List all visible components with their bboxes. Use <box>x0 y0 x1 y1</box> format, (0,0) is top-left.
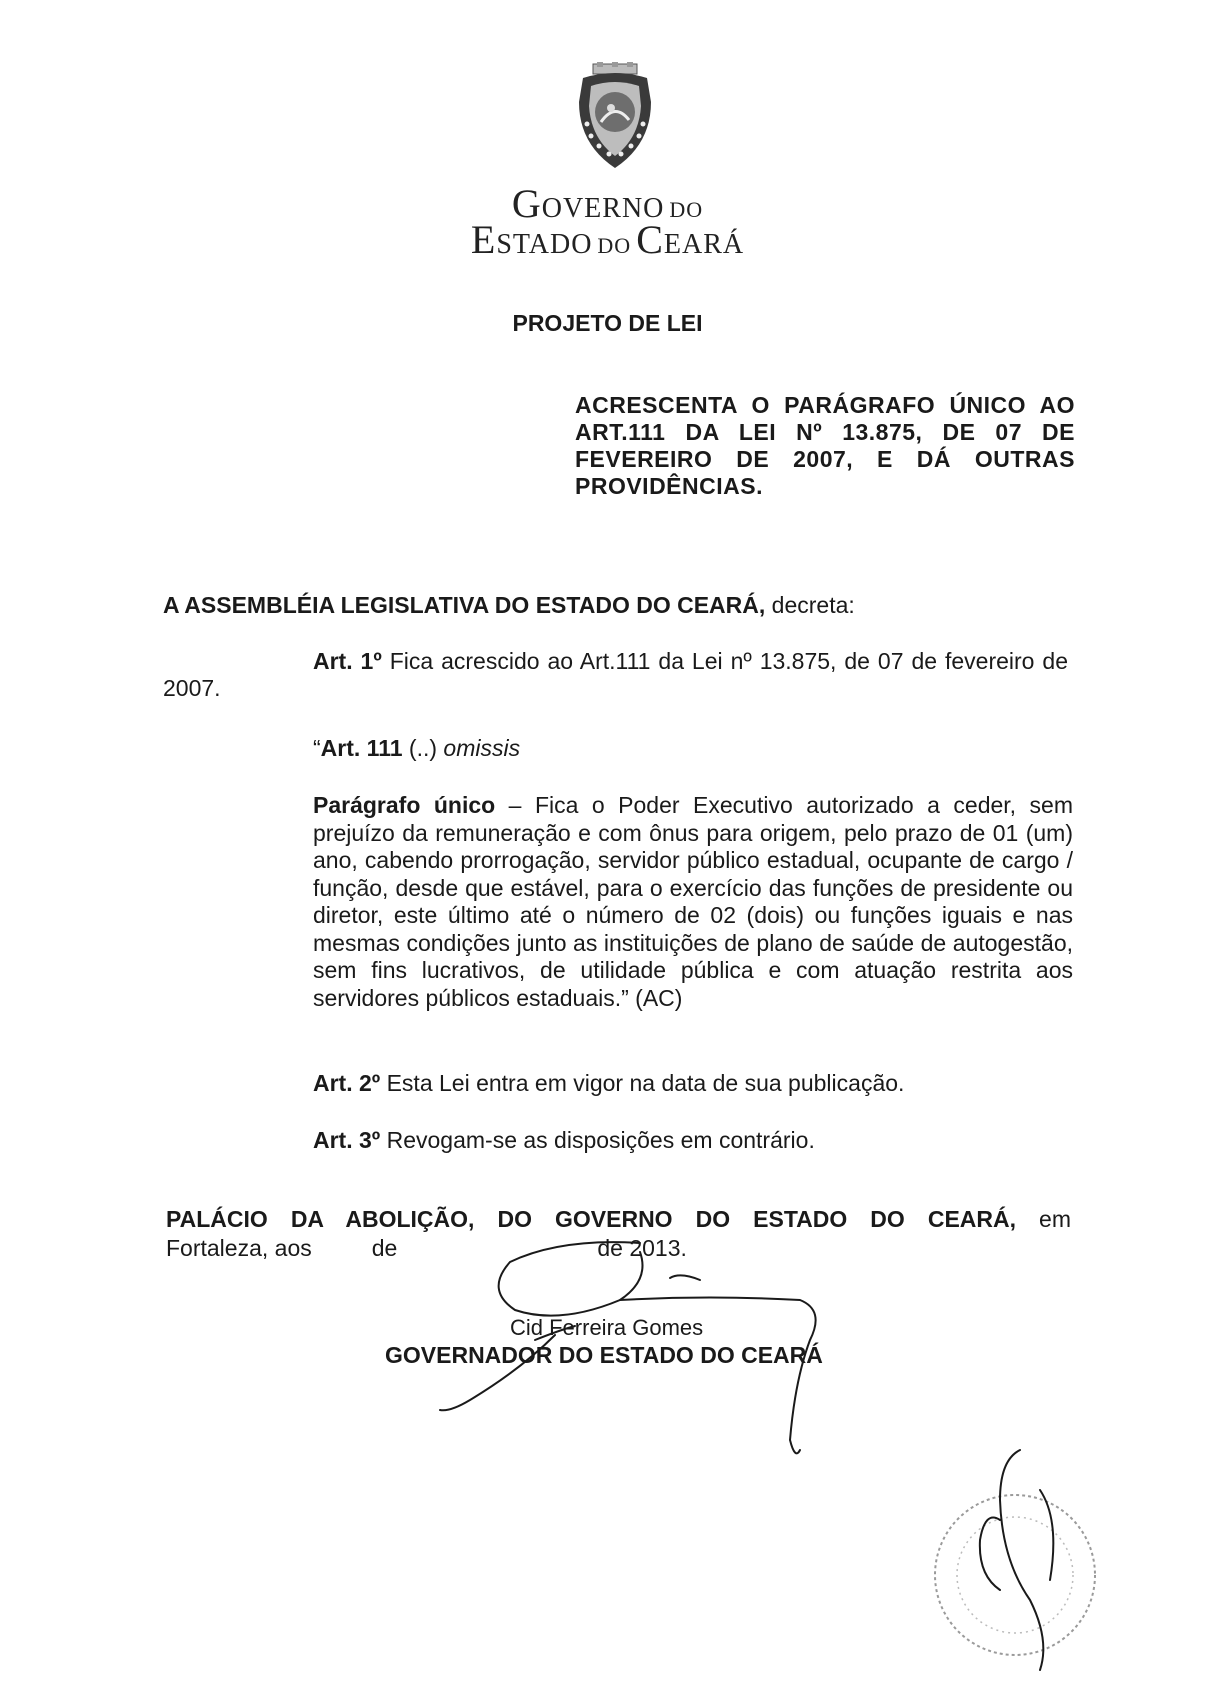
government-title-line2: ESTADO DO CEARÁ <box>470 217 745 262</box>
article-1-label: Art. 1º <box>313 648 382 674</box>
omissis-text: omissis <box>443 735 521 761</box>
sole-paragraph-text: – Fica o Poder Executivo autorizado a ceder, sem prejuízo da remuneração e com ônus para origem, pelo prazo de 01 (um) ano, cabendo prorrogação, servidor público estadual, ocupante de cargo / função, desde que estável, para o exercício das funções de presidente ou diretor, este último até o número de 02 (dois) ou funções iguais e nas mesmas condições junto as instituições de plano de saúde de autogestão, sem fins lucrativos, de utilidade pública e com atuação restrita aos servidores públicos estaduais.” (AC) <box>313 792 1073 1011</box>
article-111-label: Art. 111 <box>320 735 403 761</box>
article-2-text: Esta Lei entra em vigor na data de sua publicação. <box>380 1070 905 1096</box>
governor-signature-icon <box>440 1242 816 1453</box>
article-111-ellipsis: (..) <box>402 735 444 761</box>
bill-summary: ACRESCENTA O PARÁGRAFO ÚNICO AO ART.111 DA LEI Nº 13.875, DE 07 DE FEVEREIRO DE 2007, E DÁ OUTRAS PROVIDÊNCIAS. <box>575 392 1075 499</box>
article-3-label: Art. 3º <box>313 1127 381 1153</box>
government-title-line1: GOVERNO DO <box>511 181 704 226</box>
article-3-text: Revogam-se as disposições em contrário. <box>380 1127 815 1153</box>
signer-title: GOVERNADOR DO ESTADO DO CEARÁ <box>385 1342 823 1368</box>
enactment-rest: decreta: <box>765 592 855 618</box>
date-de-year: de 2013. <box>597 1235 687 1261</box>
date-de-1: de <box>371 1235 398 1261</box>
sole-paragraph-label: Parágrafo único <box>313 792 496 818</box>
assembly-seal-stamp-icon <box>935 1450 1095 1670</box>
article-2-label: Art. 2º <box>313 1070 381 1096</box>
open-quote: “ <box>313 735 321 761</box>
signer-name: Cid Ferreira Gomes <box>510 1315 704 1340</box>
article-1-text: Fica acrescido ao Art.111 da Lei nº 13.875, de 07 de fevereiro de 2007. <box>163 648 1068 701</box>
enactment-bold: A ASSEMBLÉIA LEGISLATIVA DO ESTADO DO CEARÁ, <box>163 592 766 618</box>
closing-bold: PALÁCIO DA ABOLIÇÃO, DO GOVERNO DO ESTADO DO CEARÁ, <box>166 1206 1017 1232</box>
document-type-heading: PROJETO DE LEI <box>512 310 703 336</box>
place-text: Fortaleza, aos <box>166 1235 312 1261</box>
closing-rest: em <box>1016 1206 1072 1232</box>
